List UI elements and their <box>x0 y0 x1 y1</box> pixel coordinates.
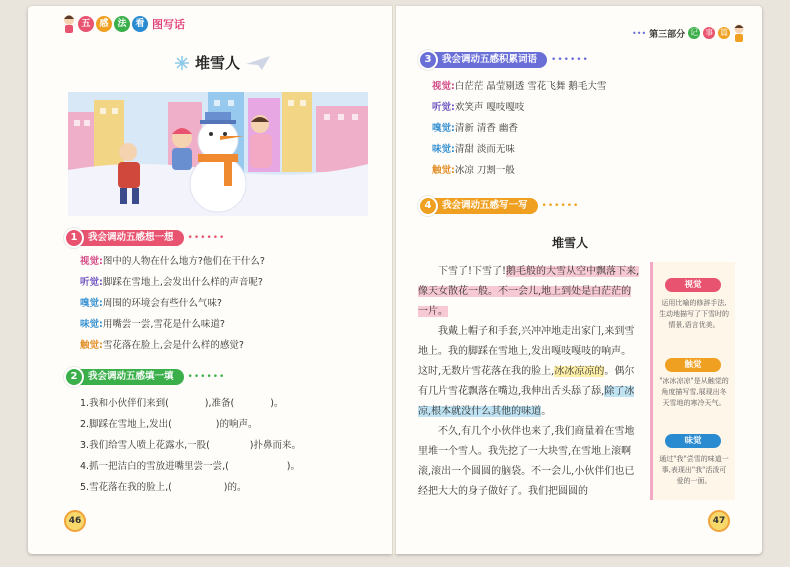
kid-mascot-icon <box>62 14 76 34</box>
section-1-list <box>80 251 265 356</box>
section-4-header <box>418 197 579 215</box>
essay-paragraph-2: 我戴上帽子和手套,兴冲冲地走出家门,来到雪地上。我的脚踩在雪地上,发出嘎吱嘎吱的响声。这时,无数片雪花落在我的脸上,冰冰凉凉的。偶尔有几片雪花飘落在嘴边,我伸出舌头舔了舔,除了冰凉,根本就没什么其他的味道。 <box>418 326 635 417</box>
section-label: 我会调动五感积累词语 <box>432 52 547 68</box>
logo-char: 法 <box>114 16 130 32</box>
sense-line-hearing: 听觉:脚踩在雪地上,会发出什么样的声音呢? <box>80 277 263 288</box>
annotation-note-touch: "冰冰凉凉"是从触觉的角度描写雪,展现出冬天雪地的寒冷天气。 <box>659 377 729 407</box>
essay-paragraph-3: 不久,有几个小伙伴也来了,我们商量着在雪地里堆一个雪人。我先挖了一大块雪,在雪地上滚啊滚,滚出一个圆圆的脑袋。不一会儿,小伙伴们也已经把大大的身子做好了。我们把圆圆的 <box>418 426 635 497</box>
section-dots: •••••• <box>551 55 589 65</box>
fill-blank-line: 5.雪花落在我的脸上,( )的。 <box>80 482 247 493</box>
fill-blank-line: 2.脚踩在雪地上,发出( )的响声。 <box>80 419 258 430</box>
section-3-list <box>432 76 606 181</box>
section-number: 4 <box>418 196 438 216</box>
section-2-header <box>64 368 225 386</box>
snowflake-icon <box>175 56 189 70</box>
essay-paragraph-1: 下雪了!下雪了!鹅毛般的大雪从空中飘落下来,像天女散花一般。不一会儿,地上到处是白茫茫的一片。 <box>418 266 640 317</box>
annotation-tag-sight: 视觉 <box>665 278 721 292</box>
logo-char: 感 <box>96 16 112 32</box>
word-line-sight: 视觉:白茫茫 晶莹剔透 雪花飞舞 鹅毛大雪 <box>432 81 607 92</box>
part-tag-char: 事 <box>705 28 714 37</box>
part-tag-char: 记 <box>690 28 699 37</box>
left-title: 堆雪人 <box>195 54 241 72</box>
paper-plane-icon <box>246 56 270 70</box>
section-dots: •••••• <box>541 201 580 211</box>
section-number: 2 <box>64 367 84 387</box>
sense-line-touch: 触觉:雪花落在脸上,会是什么样的感觉? <box>80 340 244 351</box>
section-number: 1 <box>64 228 84 248</box>
highlight-touch: 冰冰凉凉的 <box>554 366 605 377</box>
annotation-column <box>650 262 735 500</box>
section-dots: •••••• <box>187 233 226 243</box>
essay-body <box>418 262 640 502</box>
fill-blank-line: 1.我和小伙伴们来到( ),准备( )。 <box>80 398 284 409</box>
book-gutter <box>392 6 396 554</box>
section-label: 我会调动五感填一填 <box>78 369 184 385</box>
sense-line-smell: 嗅觉:周围的环境会有些什么气味? <box>80 298 222 309</box>
highlight-sight: 鹅毛般的大雪从空中飘落下来,像天女散花一般。不一会儿,地上到处是白茫茫的一片。 <box>418 266 640 317</box>
logo-char: 五 <box>78 16 94 32</box>
part-tag-char: 篇 <box>720 28 729 37</box>
logo-tail: 图写话 <box>152 18 185 31</box>
page-number-left: 46 <box>64 510 86 532</box>
fill-blank-line: 3.我们给雪人喷上花露水,一股( )扑鼻而来。 <box>80 440 302 451</box>
series-logo <box>62 14 185 34</box>
part-dots: ••• <box>632 28 647 38</box>
highlight-taste: 除了冰凉,根本就没什么其他的味道 <box>418 386 635 417</box>
section-number: 3 <box>418 50 438 70</box>
fill-blank-line: 4.抓一把洁白的雪放进嘴里尝一尝,( )。 <box>80 461 301 472</box>
kid-mascot-icon <box>733 24 745 42</box>
page-number-right: 47 <box>708 510 730 532</box>
section-1-header <box>64 229 225 247</box>
child-boy <box>172 128 192 170</box>
left-title-wrap <box>175 52 270 73</box>
child-girl <box>250 115 272 168</box>
annotation-note-sight: 运用比喻的修辞手法,生动地描写了下雪时的情景,语言优美。 <box>659 299 729 329</box>
word-line-hearing: 听觉:欢笑声 嘎吱嘎吱 <box>432 102 525 113</box>
word-line-smell: 嗅觉:清新 清香 幽香 <box>432 123 518 134</box>
word-line-touch: 触觉:冰凉 刀割一般 <box>432 165 515 176</box>
annotation-tag-taste: 味觉 <box>665 434 721 448</box>
annotation-note-taste: 通过"我"尝雪的味道一事,表现出"我"活泼可爱的一面。 <box>659 455 729 485</box>
part-label: 第三部分 <box>649 29 686 40</box>
sense-line-taste: 味觉:用嘴尝一尝,雪花是什么味道? <box>80 319 225 330</box>
section-label: 我会调动五感写一写 <box>432 198 538 214</box>
logo-char: 看 <box>132 16 148 32</box>
section-dots: •••••• <box>187 372 226 382</box>
section-2-list <box>80 393 301 498</box>
sense-line-sight: 视觉:图中的人物在什么地方?他们在干什么? <box>80 256 265 267</box>
section-label: 我会调动五感想一想 <box>78 230 184 246</box>
part-header <box>632 24 745 42</box>
annotation-tag-touch: 触觉 <box>665 358 721 372</box>
word-line-taste: 味觉:清甜 淡而无味 <box>432 144 515 155</box>
section-3-header <box>418 51 589 69</box>
essay-title: 堆雪人 <box>552 236 589 250</box>
snowman-illustration <box>68 92 368 216</box>
